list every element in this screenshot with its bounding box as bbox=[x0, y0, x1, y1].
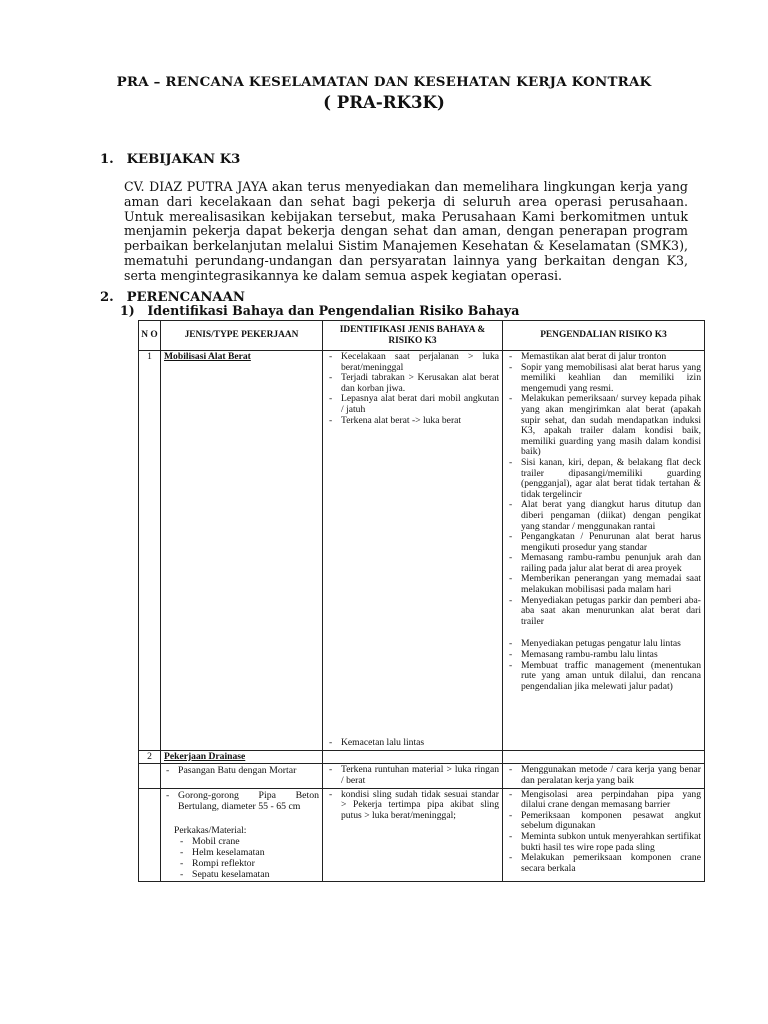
document-subtitle: ( PRA-RK3K) bbox=[323, 92, 445, 112]
header-identifikasi: IDENTIFIKASI JENIS BAHAYA & RISIKO K3 bbox=[323, 321, 503, 351]
hazard-cell bbox=[323, 788, 503, 882]
list-item: - Menyediakan petugas pengatur lalu lintas bbox=[506, 639, 701, 650]
row-number bbox=[139, 764, 161, 788]
control-list bbox=[506, 639, 701, 692]
header-pengendalian: PENGENDALIAN RISIKO K3 bbox=[503, 321, 705, 351]
hazard-list bbox=[326, 765, 499, 786]
control-cell bbox=[503, 351, 705, 751]
table-row bbox=[139, 351, 705, 751]
job-name: Pekerjaan Drainase bbox=[164, 750, 246, 762]
subsection-number: 1) bbox=[120, 303, 135, 318]
job-cell bbox=[161, 764, 323, 788]
list-item: - Mengisolasi area perpindahan pipa yang dilalui crane dengan memasang barrier bbox=[506, 790, 701, 811]
table-row bbox=[139, 764, 705, 788]
tools-list bbox=[174, 824, 319, 881]
hazard-cell bbox=[323, 750, 503, 764]
section-1-title: KEBIJAKAN K3 bbox=[126, 152, 241, 167]
list-item: - Helm keselamatan bbox=[178, 847, 319, 858]
list-item: - kondisi sling sudah tidak sesuai standar > Pekerja tertimpa pipa akibat sling putus > luka berat/meninggal; bbox=[326, 790, 499, 822]
list-item: - Melakukan pemeriksaan komponen crane secara berkala bbox=[506, 853, 701, 874]
header-jenis: JENIS/TYPE PEKERJAAN bbox=[161, 321, 323, 351]
section-2-number: 2. bbox=[100, 290, 114, 305]
list-item: - Memberikan penerangan yang memadai saat melakukan mobilisasi pada malam hari bbox=[506, 574, 701, 595]
list-item: - Terkena alat berat -> luka berat bbox=[326, 416, 499, 427]
list-item: - Terjadi tabrakan > Kerusakan alat berat dan korban jiwa. bbox=[326, 373, 499, 394]
subsection-heading bbox=[120, 303, 519, 318]
list-item: - Melakukan pemeriksaan/ survey kepada pihak yang akan mengirimkan alat berat (apakah supir sehat, dan sudah mendapatkan induksi K3, apakah trailer dalam kondisi baik, memiliki guarding yang masih dalam kondisi baik) bbox=[506, 394, 701, 458]
list-item: - Menggunakan metode / cara kerja yang benar dan peralatan kerja yang baik bbox=[506, 765, 701, 786]
list-item: - Mobil crane bbox=[178, 836, 319, 847]
hazard-cell bbox=[323, 351, 503, 751]
control-list bbox=[506, 790, 701, 875]
hazard-cell bbox=[323, 764, 503, 788]
hazard-table bbox=[138, 320, 705, 882]
control-cell bbox=[503, 788, 705, 882]
control-list bbox=[506, 352, 701, 627]
hazard-list bbox=[326, 738, 499, 749]
table-header-row bbox=[139, 321, 705, 351]
job-name: - Gorong-gorong Pipa Beton Bertulang, diameter 55 - 65 cm bbox=[164, 790, 319, 812]
list-item: - Terkena runtuhan material > luka ringan / berat bbox=[326, 765, 499, 786]
table-row bbox=[139, 788, 705, 882]
list-item: - Memasang rambu-rambu penunjuk arah dan railing pada jalur alat berat di area proyek bbox=[506, 553, 701, 574]
section-2-title: PERENCANAAN bbox=[126, 290, 245, 305]
job-name: - Pasangan Batu dengan Mortar bbox=[164, 765, 319, 776]
row-number: 1 bbox=[139, 351, 161, 751]
job-cell bbox=[161, 750, 323, 764]
control-cell bbox=[503, 764, 705, 788]
header-no: N O bbox=[139, 321, 161, 351]
document-title: PRA – RENCANA KESELAMATAN DAN KESEHATAN KERJA KONTRAK bbox=[116, 74, 652, 90]
list-item: - Pemeriksaan komponen pesawat angkut sebelum digunakan bbox=[506, 811, 701, 832]
list-item: - Membuat traffic management (menentukan rute yang aman untuk dilalui, dan rencana pengendalian jika melewati jalur padat) bbox=[506, 661, 701, 693]
section-1-heading bbox=[100, 152, 240, 167]
hazard-list bbox=[326, 790, 499, 822]
list-item: - Kemacetan lalu lintas bbox=[326, 738, 499, 749]
list-item: - Sepatu keselamatan bbox=[178, 869, 319, 880]
list-item: - Sopir yang memobilisasi alat berat harus yang memiliki keahlian dan memiliki izin mengemudi yang resmi. bbox=[506, 363, 701, 395]
tools-label: Perkakas/Material: bbox=[174, 824, 247, 836]
row-number bbox=[139, 788, 161, 882]
policy-paragraph: CV. DIAZ PUTRA JAYA akan terus menyediakan dan memelihara lingkungan kerja yang aman dari kecelakaan dan sehat bagi pekerja di seluruh area operasi perusahaan. Untuk merealisasikan kebijakan tersebut, maka Perusahaan Kami berkomitmen untuk menjamin pekerja dapat bekerja dengan sehat dan aman, dengan penerapan program perbaikan berkelanjutan melalui Sistim Manajemen Kesehatan & Keselamatan (SMK3), mematuhi perundang-undangan dan persyaratan lainnya yang berkaitan dengan K3, serta mengintegrasikannya ke dalam semua aspek kegiatan operasi. bbox=[124, 179, 688, 283]
section-1-number: 1. bbox=[100, 152, 114, 167]
job-cell bbox=[161, 351, 323, 751]
list-item: - Memasang rambu-rambu lalu lintas bbox=[506, 650, 701, 661]
list-item: - Rompi reflektor bbox=[178, 858, 319, 869]
subsection-title: Identifikasi Bahaya dan Pengendalian Risiko Bahaya bbox=[147, 303, 520, 318]
list-item: - Alat berat yang diangkut harus ditutup dan diberi pengaman (diikat) dengan pengikat yang standar / menggunakan rantai bbox=[506, 500, 701, 532]
control-cell bbox=[503, 750, 705, 764]
list-item: - Sisi kanan, kiri, depan, & belakang flat deck trailer dipasangi/memiliki guarding (pengganjal), agar alat berat tidak tertahan & tidak tergelincir bbox=[506, 458, 701, 500]
job-name: Mobilisasi Alat Berat bbox=[164, 351, 251, 362]
list-item: - Menyediakan petugas parkir dan pemberi aba-aba saat akan menurunkan alat berat dari trailer bbox=[506, 596, 701, 628]
list-item: - Meminta subkon untuk menyerahkan sertifikat bukti hasil tes wire rope pada sling bbox=[506, 832, 701, 853]
table-row bbox=[139, 750, 705, 764]
list-item: - Pengangkatan / Penurunan alat berat harus mengikuti prosedur yang standar bbox=[506, 532, 701, 553]
row-number: 2 bbox=[139, 750, 161, 764]
hazard-list bbox=[326, 352, 499, 426]
list-item: - Memastikan alat berat di jalur tronton bbox=[506, 352, 701, 363]
job-cell bbox=[161, 788, 323, 882]
list-item: - Lepasnya alat berat dari mobil angkutan / jatuh bbox=[326, 394, 499, 415]
control-list bbox=[506, 765, 701, 786]
list-item: - Kecelakaan saat perjalanan > luka berat/meninggal bbox=[326, 352, 499, 373]
